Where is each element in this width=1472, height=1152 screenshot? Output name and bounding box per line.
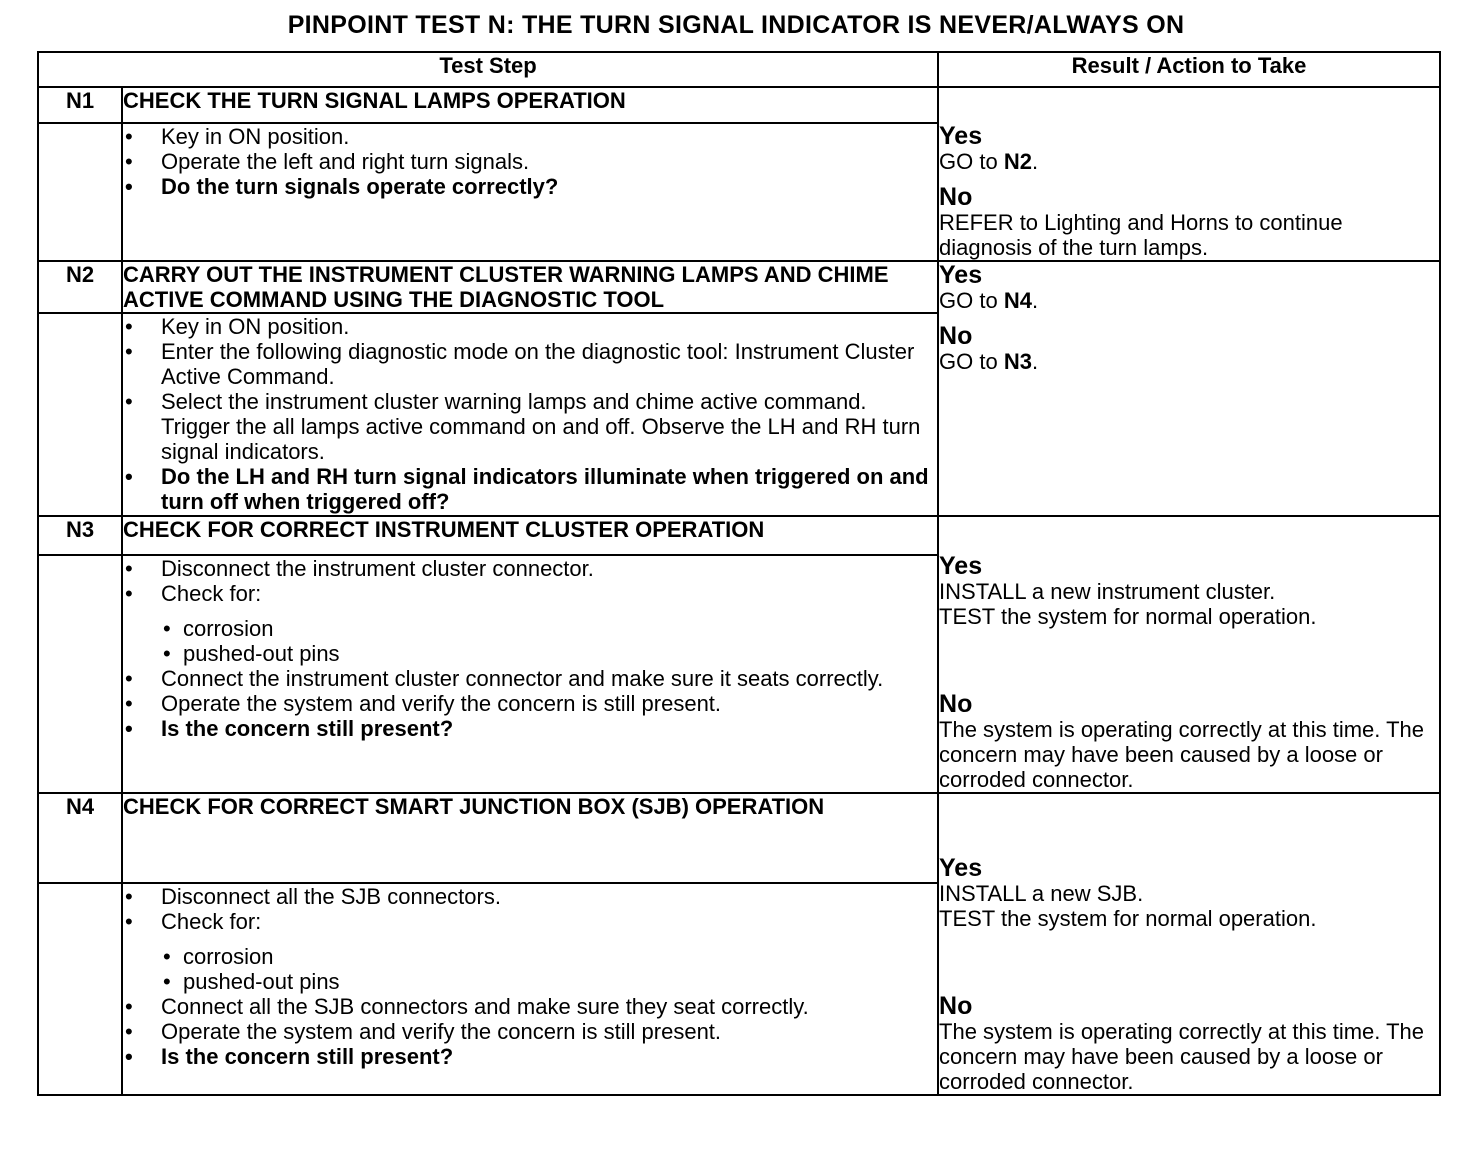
step-n3-result — [938, 516, 1440, 793]
step-n2-list — [123, 314, 937, 514]
step-n4-number-spacer — [38, 883, 122, 1095]
step-n1-yes-action: GO to N2. — [939, 149, 1039, 174]
step-n4-instructions — [122, 883, 938, 1095]
pinpoint-test-table — [37, 51, 1441, 1096]
step-n1-list — [123, 124, 937, 199]
step-n3-title: CHECK FOR CORRECT INSTRUMENT CLUSTER OPERATION — [122, 516, 938, 555]
step-n3-title-row — [38, 516, 1440, 555]
step-n1-no-action: REFER to Lighting and Horns to continue diagnosis of the turn lamps. — [939, 210, 1343, 260]
step-n4-yes-line1: INSTALL a new SJB. — [939, 881, 1144, 906]
header-row — [38, 52, 1440, 87]
step-n4-no-action: The system is operating correctly at this time. The concern may have been caused by a loose or corroded connector. — [939, 1019, 1425, 1094]
step-n2-yes-action: GO to N4. — [939, 288, 1039, 313]
step-n1-question: • Do the turn signals operate correctly? — [123, 174, 937, 199]
step-n4-title-row — [38, 793, 1440, 883]
step-n1-instructions — [122, 123, 938, 261]
step-n1-yes-label: Yes — [939, 122, 983, 150]
step-n2-no-target: N3 — [1003, 349, 1032, 374]
step-n4-sublist — [123, 944, 937, 994]
step-n4-item: • Operate the system and verify the concern is still present. — [123, 1019, 937, 1044]
step-n4-number: N4 — [38, 793, 122, 883]
step-n3-number-spacer — [38, 555, 122, 793]
step-n3-question: • Is the concern still present? — [123, 716, 937, 741]
step-n3-item: • Connect the instrument cluster connector and make sure it seats correctly. — [123, 666, 937, 691]
step-n1-item: • Key in ON position. — [123, 124, 937, 149]
step-n4-subitem: • corrosion — [123, 944, 937, 969]
step-n4-item: • Connect all the SJB connectors and make sure they seat correctly. — [123, 994, 937, 1019]
step-n1-no-label: No — [939, 183, 973, 211]
step-n2-result — [938, 261, 1440, 516]
step-n1-title: CHECK THE TURN SIGNAL LAMPS OPERATION — [122, 87, 938, 123]
step-n2-instructions — [122, 313, 938, 516]
step-n3-item: • Disconnect the instrument cluster connector. — [123, 556, 937, 581]
header-test-step: Test Step — [38, 52, 938, 87]
step-n3-instructions — [122, 555, 938, 793]
step-n1-title-row — [38, 87, 1440, 123]
step-n3-yes-line1: INSTALL a new instrument cluster. — [939, 579, 1276, 604]
step-n2-item: • Key in ON position. — [123, 314, 937, 339]
step-n4-no-label: No — [939, 992, 973, 1020]
page-title: PINPOINT TEST N: THE TURN SIGNAL INDICATOR IS NEVER/ALWAYS ON — [287, 11, 1185, 39]
step-n3-no-label: No — [939, 690, 973, 718]
step-n4-yes-label: Yes — [939, 854, 983, 882]
step-n1-yes-target: N2 — [1003, 149, 1032, 174]
step-n3-subitem: • corrosion — [123, 616, 937, 641]
header-result: Result / Action to Take — [938, 52, 1440, 87]
step-n2-question: • Do the LH and RH turn signal indicators illuminate when triggered on and turn off when triggered off? — [123, 464, 937, 514]
step-n2-yes-target: N4 — [1003, 288, 1032, 313]
step-n2-title-row — [38, 261, 1440, 313]
step-n3-item: • Check for: • corrosion • pushed-out pins — [123, 581, 937, 666]
step-n2-item: • Select the instrument cluster warning lamps and chime active command. Trigger the all lamps active command on and off. Observe the LH and RH turn signal indicators. — [123, 389, 937, 464]
step-n1-result — [938, 87, 1440, 261]
step-n3-no-action: The system is operating correctly at this time. The concern may have been caused by a loose or corroded connector. — [939, 717, 1425, 792]
step-n3-sublist — [123, 616, 937, 666]
step-n4-yes-line2: TEST the system for normal operation. — [939, 906, 1317, 931]
step-n2-item: • Enter the following diagnostic mode on the diagnostic tool: Instrument Cluster Active Command. — [123, 339, 937, 389]
step-n4-list — [123, 884, 937, 1069]
step-n3-number: N3 — [38, 516, 122, 555]
step-n1-number: N1 — [38, 87, 122, 123]
step-n3-yes-line2: TEST the system for normal operation. — [939, 604, 1317, 629]
step-n1-number-spacer — [38, 123, 122, 261]
step-n4-item: • Check for: • corrosion • pushed-out pins — [123, 909, 937, 994]
step-n3-list — [123, 556, 937, 741]
step-n2-number-spacer — [38, 313, 122, 516]
step-n3-item: • Operate the system and verify the concern is still present. — [123, 691, 937, 716]
step-n1-item: • Operate the left and right turn signals. — [123, 149, 937, 174]
step-n4-title: CHECK FOR CORRECT SMART JUNCTION BOX (SJB) OPERATION — [122, 793, 938, 883]
step-n2-number: N2 — [38, 261, 122, 313]
step-n4-item: • Disconnect all the SJB connectors. — [123, 884, 937, 909]
step-n2-no-action: GO to N3. — [939, 349, 1039, 374]
step-n2-yes-label: Yes — [939, 261, 983, 289]
step-n2-no-label: No — [939, 322, 973, 350]
step-n4-question: • Is the concern still present? — [123, 1044, 937, 1069]
step-n2-title: CARRY OUT THE INSTRUMENT CLUSTER WARNING LAMPS AND CHIME ACTIVE COMMAND USING THE DIAGNOSTIC TOOL — [122, 261, 938, 313]
step-n3-yes-label: Yes — [939, 552, 983, 580]
step-n4-result — [938, 793, 1440, 1095]
step-n3-subitem: • pushed-out pins — [123, 641, 937, 666]
step-n4-subitem: • pushed-out pins — [123, 969, 937, 994]
